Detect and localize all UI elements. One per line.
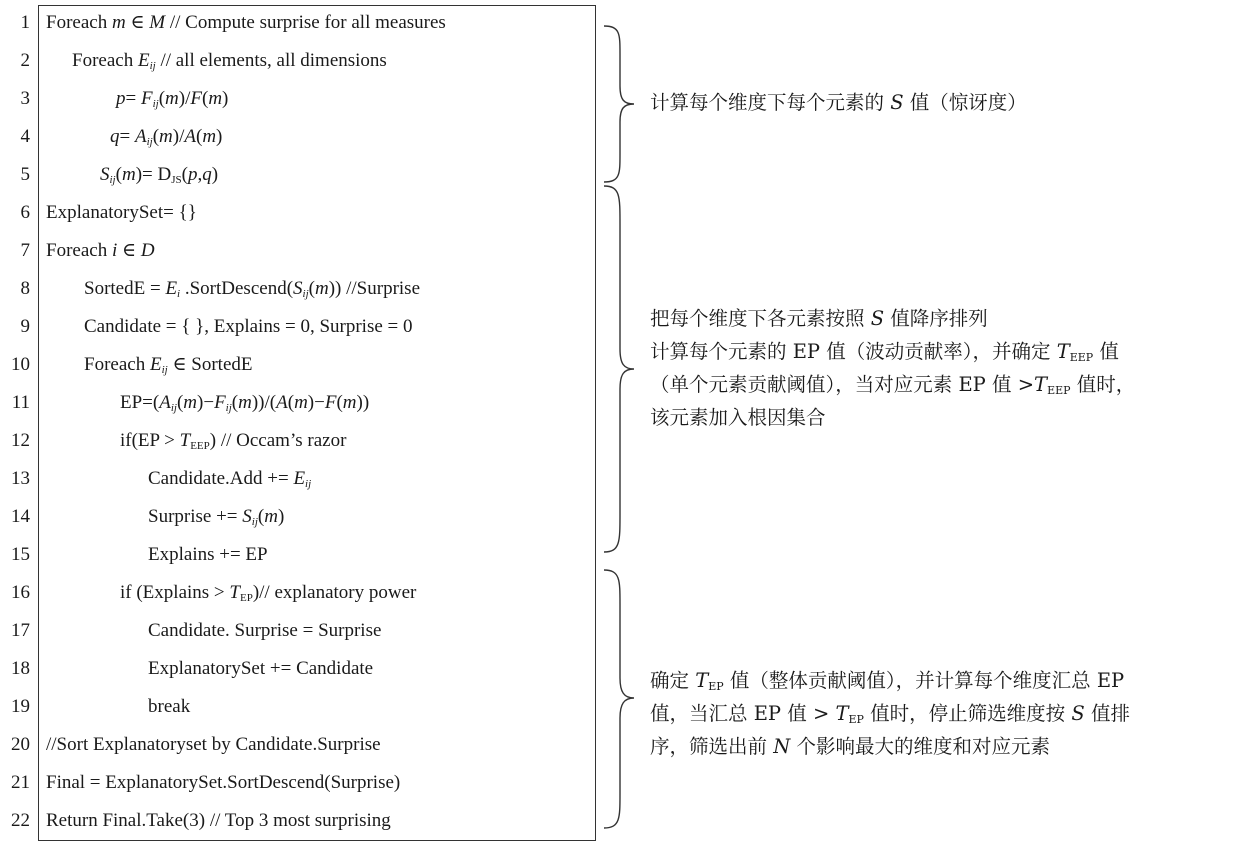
line-number: 17 xyxy=(11,620,30,641)
code-line-6: ExplanatorySet= {} xyxy=(46,202,197,223)
line-number: 3 xyxy=(20,88,30,109)
code-line-11: $EP=(A_{ij}(m)-F_{ij}(m))/(A(m)-F(m))$ xyxy=(120,392,370,414)
code-line-14: Surprise += $S_{ij}(m)$ xyxy=(148,506,285,528)
line-number: 20 xyxy=(11,734,30,755)
code-line-22: Return Final.Take(3) // Top 3 most surprising xyxy=(46,810,391,831)
annotation-sort: 把每个维度下各元素按照 S 值降序排列 xyxy=(650,307,988,330)
line-number: 19 xyxy=(11,696,30,717)
annotation-threshold: （单个元素贡献阈值），当对应元素 EP 值 $>T_{EEP}$ 值时， xyxy=(650,373,1136,397)
code-line-5: $S_{ij}(m)= D_{JS}(p,q)$ xyxy=(100,164,219,186)
annotation-ep: 计算每个元素的 EP 值（波动贡献率），并确定 $T_{EEP}$ 值 xyxy=(650,340,1119,364)
code-line-9: Candidate = { }, Explains = 0, Surprise = 0 xyxy=(84,316,413,337)
brace-surprise xyxy=(598,24,638,184)
code-line-8: SortedE = $E_i$ $.SortDescend(S_{ij}(m))$ //Surprise xyxy=(84,278,421,300)
code-line-12: $if(EP > T_{EEP})$ // Occam’s razor xyxy=(120,430,347,452)
annotation-overall: 确定 $T_{EP}$ 值（整体贡献阈值），并计算每个维度汇总 EP xyxy=(650,669,1125,693)
code-line-21: Final = ExplanatorySet.SortDescend(Surprise) xyxy=(46,772,401,793)
line-number: 22 xyxy=(11,810,30,831)
line-number: 15 xyxy=(11,544,30,565)
code-line-10: Foreach $E_{ij}$ ∈ SortedE xyxy=(84,354,253,376)
line-number: 16 xyxy=(11,582,30,603)
code-line-3: $p= F_{ij}(m)/F(m)$ xyxy=(116,88,229,110)
code-line-18: ExplanatorySet += Candidate xyxy=(148,658,374,679)
code-line-16: if (Explains > $T_{EP})//$ explanatory power xyxy=(120,582,417,604)
line-number: 8 xyxy=(20,278,30,299)
line-number: 13 xyxy=(11,468,30,489)
code-line-1: Foreach m ∈ M // Compute surprise for all measures xyxy=(46,12,446,33)
line-number: 2 xyxy=(20,50,30,71)
code-line-2: Foreach $E_{ij}$ // all elements, all dimensions xyxy=(72,50,387,72)
brace-explanatory xyxy=(598,568,638,830)
line-number: 9 xyxy=(20,316,30,337)
code-line-7: Foreach i ∈ D xyxy=(46,240,155,261)
line-number: 11 xyxy=(11,392,30,413)
code-line-4: $q= A_{ij}(m)/A(m)$ xyxy=(110,126,223,148)
line-number: 12 xyxy=(11,430,30,451)
line-number: 10 xyxy=(11,354,30,375)
annotation-surprise: 计算每个维度下每个元素的 S 值（惊讶度） xyxy=(650,91,1027,114)
line-number: 14 xyxy=(11,506,30,527)
line-number: 4 xyxy=(20,126,30,147)
line-number: 1 xyxy=(20,12,30,33)
line-number: 5 xyxy=(20,164,30,185)
annotation-stop: 值，当汇总 EP 值 > $T_{EP}$ 值时，停止筛选维度按 S 值排 xyxy=(650,702,1130,726)
code-line-15: Explains += EP xyxy=(148,544,268,565)
code-line-13: Candidate.Add += $E_{ij}$ xyxy=(148,468,312,490)
code-line-17: Candidate. Surprise = Surprise xyxy=(148,620,382,641)
line-number: 6 xyxy=(20,202,30,223)
code-line-20: //Sort Explanatoryset by Candidate.Surprise xyxy=(46,734,381,755)
brace-root-cause xyxy=(598,184,638,554)
line-number: 18 xyxy=(11,658,30,679)
code-line-19: break xyxy=(148,696,191,717)
annotation-root-cause: 该元素加入根因集合 xyxy=(650,406,826,429)
line-number: 21 xyxy=(11,772,30,793)
line-number: 7 xyxy=(20,240,30,261)
annotation-topn: 序，筛选出前 N 个影响最大的维度和对应元素 xyxy=(650,735,1050,758)
